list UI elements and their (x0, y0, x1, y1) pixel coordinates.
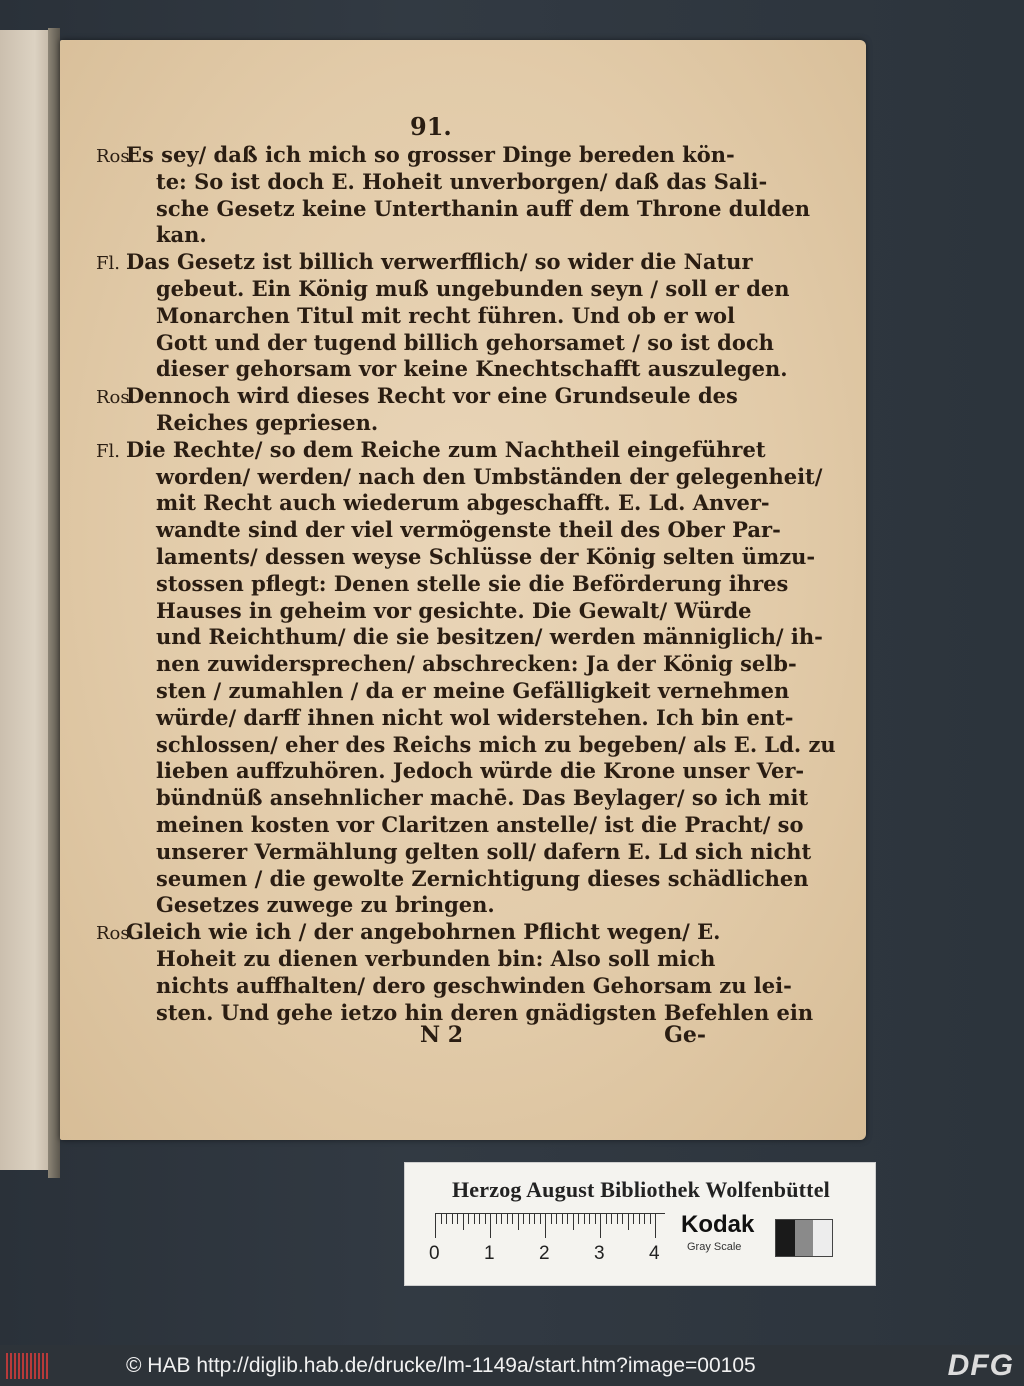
barcode-icon (6, 1353, 48, 1379)
ruler-tick (545, 1214, 546, 1238)
line-text: worden/ werden/ nach den Umbständen der gelegenheit/ (156, 463, 823, 489)
line-text: Das Gesetz ist billich verwerfflich/ so wider die Natur (126, 249, 753, 275)
line-text: Hoheit zu dienen verbunden bin: Also soll mich (156, 945, 716, 971)
text-line (126, 785, 809, 812)
line-text: und Reichthum/ die sie besitzen/ werden männiglich/ ih- (156, 624, 823, 650)
speaker-label: Ros. (96, 387, 136, 409)
ruler-tick (655, 1214, 656, 1238)
ruler-tick (639, 1214, 640, 1224)
text-line (126, 490, 770, 517)
page-number: 91. (410, 112, 452, 141)
ruler-tick (485, 1214, 486, 1224)
ruler-labels (429, 1243, 679, 1267)
ruler-tick (573, 1214, 574, 1230)
text-line (126, 811, 804, 839)
signature-mark: N 2 (420, 1022, 464, 1048)
speaker-label: Ros. (96, 923, 136, 945)
line-text: meinen kosten vor Claritzen anstelle/ ist die Pracht/ so (156, 811, 804, 837)
ruler-tick (650, 1214, 651, 1224)
ruler-tick (518, 1214, 519, 1230)
text-line (126, 275, 790, 303)
book-page (60, 40, 866, 1140)
ruler-tick (534, 1214, 535, 1224)
text-line (126, 597, 752, 625)
line-text: Gott und der tugend billich gehorsamet / so ist doch (156, 329, 774, 355)
text-line (126, 543, 816, 571)
ruler-tick (512, 1214, 513, 1224)
text-line (126, 865, 809, 893)
ruler-tick (600, 1214, 601, 1238)
ruler-tick (540, 1214, 541, 1224)
kodak-logo: Kodak (681, 1211, 755, 1238)
text-line (96, 436, 766, 464)
text-line (126, 329, 774, 357)
line-text: kan. (156, 222, 207, 248)
line-text: nichts auffhalten/ dero geschwinden Gehorsam zu lei- (156, 972, 792, 998)
line-text: Gleich wie ich / der angebohrnen Pflicht wegen/ E. (126, 919, 721, 945)
ruler-tick (589, 1214, 590, 1224)
ruler-tick (523, 1214, 524, 1224)
ruler-tick (496, 1214, 497, 1224)
line-text: mit Recht auch wiederum abgeschafft. E. Ld. Anver- (156, 490, 770, 516)
ruler-tick (474, 1214, 475, 1224)
library-name: Herzog August Bibliothek Wolfenbüttel (452, 1177, 830, 1202)
line-text: schlossen/ eher des Reichs mich zu begeben/ als E. Ld. zu (156, 731, 836, 757)
line-text: Die Rechte/ so dem Reiche zum Nachtheil eingeführet (126, 436, 766, 462)
text-line (96, 249, 753, 276)
text-line (126, 892, 716, 919)
ruler-tick (611, 1214, 612, 1224)
line-text: Dennoch wird dieses Recht vor eine Grundseule des (126, 383, 738, 409)
text-line (126, 410, 716, 437)
ruler-tick (501, 1214, 502, 1224)
ruler-tick (490, 1214, 491, 1238)
speaker-label: Fl. (96, 253, 120, 275)
gray-scale-patches (775, 1219, 833, 1257)
text-line (126, 168, 768, 196)
line-text: te: So ist doch E. Hoheit unverborgen/ daß das Sali- (156, 168, 768, 194)
page-footer-line (126, 1022, 706, 1052)
line-text: Es sey/ daß ich mich so grosser Dinge bereden kön- (126, 142, 735, 167)
ruler-label: 0 (429, 1243, 440, 1264)
gray-patch (813, 1220, 832, 1256)
ruler-label: 2 (539, 1243, 550, 1264)
page-text (96, 142, 836, 1026)
ruler-tick (435, 1214, 436, 1238)
text-line (126, 731, 836, 759)
footer-bar (0, 1345, 1024, 1386)
text-line (126, 356, 788, 383)
ruler-tick (468, 1214, 469, 1224)
ruler-tick (441, 1214, 442, 1224)
gray-patch (776, 1220, 795, 1256)
ruler-tick (479, 1214, 480, 1224)
speaker-label: Fl. (96, 440, 120, 462)
line-text: Hauses in geheim vor gesichte. Die Gewalt/ Würde (156, 597, 752, 623)
ruler-tick (463, 1214, 464, 1230)
line-text: unserer Vermählung gelten soll/ dafern E. Ld sich nicht (156, 838, 812, 864)
ruler-tick (633, 1214, 634, 1224)
line-text: gebeut. Ein König muß ungebunden seyn / soll er den (156, 275, 790, 301)
gray-scale-label: Gray Scale (687, 1241, 742, 1253)
line-text: nen zuwidersprechen/ abschrecken: Ja der König selb- (156, 651, 797, 677)
text-line (96, 919, 721, 946)
line-text: würde/ darff ihnen nicht wol widerstehen. Ich bin ent- (156, 704, 794, 730)
ruler-label: 1 (484, 1243, 495, 1264)
line-text: Monarchen Titul mit recht führen. Und ob er wol (156, 302, 736, 328)
speaker-label: Ros. (96, 146, 136, 167)
text-line (96, 142, 735, 169)
text-line (126, 570, 789, 598)
ruler-tick (457, 1214, 458, 1224)
line-text: Gesetzes zuwege zu bringen. (156, 892, 495, 918)
ruler-tick (507, 1214, 508, 1224)
line-text: stossen pflegt: Denen stelle sie die Beförderung ihres (156, 570, 789, 596)
text-line (126, 651, 797, 678)
catchword: Ge- (664, 1022, 706, 1048)
text-line (126, 838, 812, 866)
text-line (126, 677, 790, 705)
ruler-tick (578, 1214, 579, 1224)
ruler-tick (628, 1214, 629, 1230)
line-text: sche Gesetz keine Unterthanin auff dem Throne dulden (156, 195, 811, 221)
ruler-tick (529, 1214, 530, 1224)
text-line (96, 383, 738, 410)
text-line (126, 517, 781, 544)
text-line (126, 222, 716, 249)
line-text: bündnüß ansehnlicher machē. Das Beylager/ so ich mit (156, 785, 809, 811)
book-gutter (48, 28, 60, 1178)
dfg-logo: DFG (947, 1349, 1014, 1382)
scale-ruler (435, 1213, 665, 1240)
text-line (126, 946, 716, 973)
ruler-tick (595, 1214, 596, 1224)
text-line (126, 624, 823, 651)
ruler-tick (452, 1214, 453, 1224)
text-line (126, 463, 823, 491)
ruler-label: 4 (649, 1243, 660, 1264)
ruler-tick (606, 1214, 607, 1224)
footer-credit[interactable]: © HAB http://diglib.hab.de/drucke/lm-1149a/start.htm?image=00105 (126, 1354, 756, 1377)
ruler-tick (556, 1214, 557, 1224)
ruler-tick (584, 1214, 585, 1224)
ruler-label: 3 (594, 1243, 605, 1264)
line-text: sten / zumahlen / da er meine Gefälligkeit vernehmen (156, 677, 790, 703)
line-text: seumen / die gewolte Zernichtigung dieses schädlichen (156, 865, 809, 891)
line-text: lieben auffzuhören. Jedoch würde die Krone unser Ver- (156, 758, 805, 784)
line-text: Reiches gepriesen. (156, 409, 379, 435)
ruler-tick (446, 1214, 447, 1224)
ruler-tick (562, 1214, 563, 1224)
ruler-tick (622, 1214, 623, 1224)
line-text: dieser gehorsam vor keine Knechtschafft auszulegen. (156, 356, 788, 382)
text-line (126, 302, 736, 330)
line-text: laments/ dessen weyse Schlüsse der König selten ümzu- (156, 543, 816, 569)
ruler-tick (644, 1214, 645, 1224)
text-line (126, 195, 811, 223)
ruler-tick (551, 1214, 552, 1224)
text-line (126, 758, 805, 785)
ruler-tick (567, 1214, 568, 1224)
ruler-tick (617, 1214, 618, 1224)
color-target-card (404, 1162, 876, 1286)
text-line (126, 972, 792, 1000)
line-text: wandte sind der viel vermögenste theil des Ober Par- (156, 517, 781, 543)
line-text: sten. Und gehe ietzo hin deren gnädigsten Befehlen ein (156, 999, 814, 1025)
gray-patch (795, 1220, 814, 1256)
text-line (126, 704, 794, 732)
